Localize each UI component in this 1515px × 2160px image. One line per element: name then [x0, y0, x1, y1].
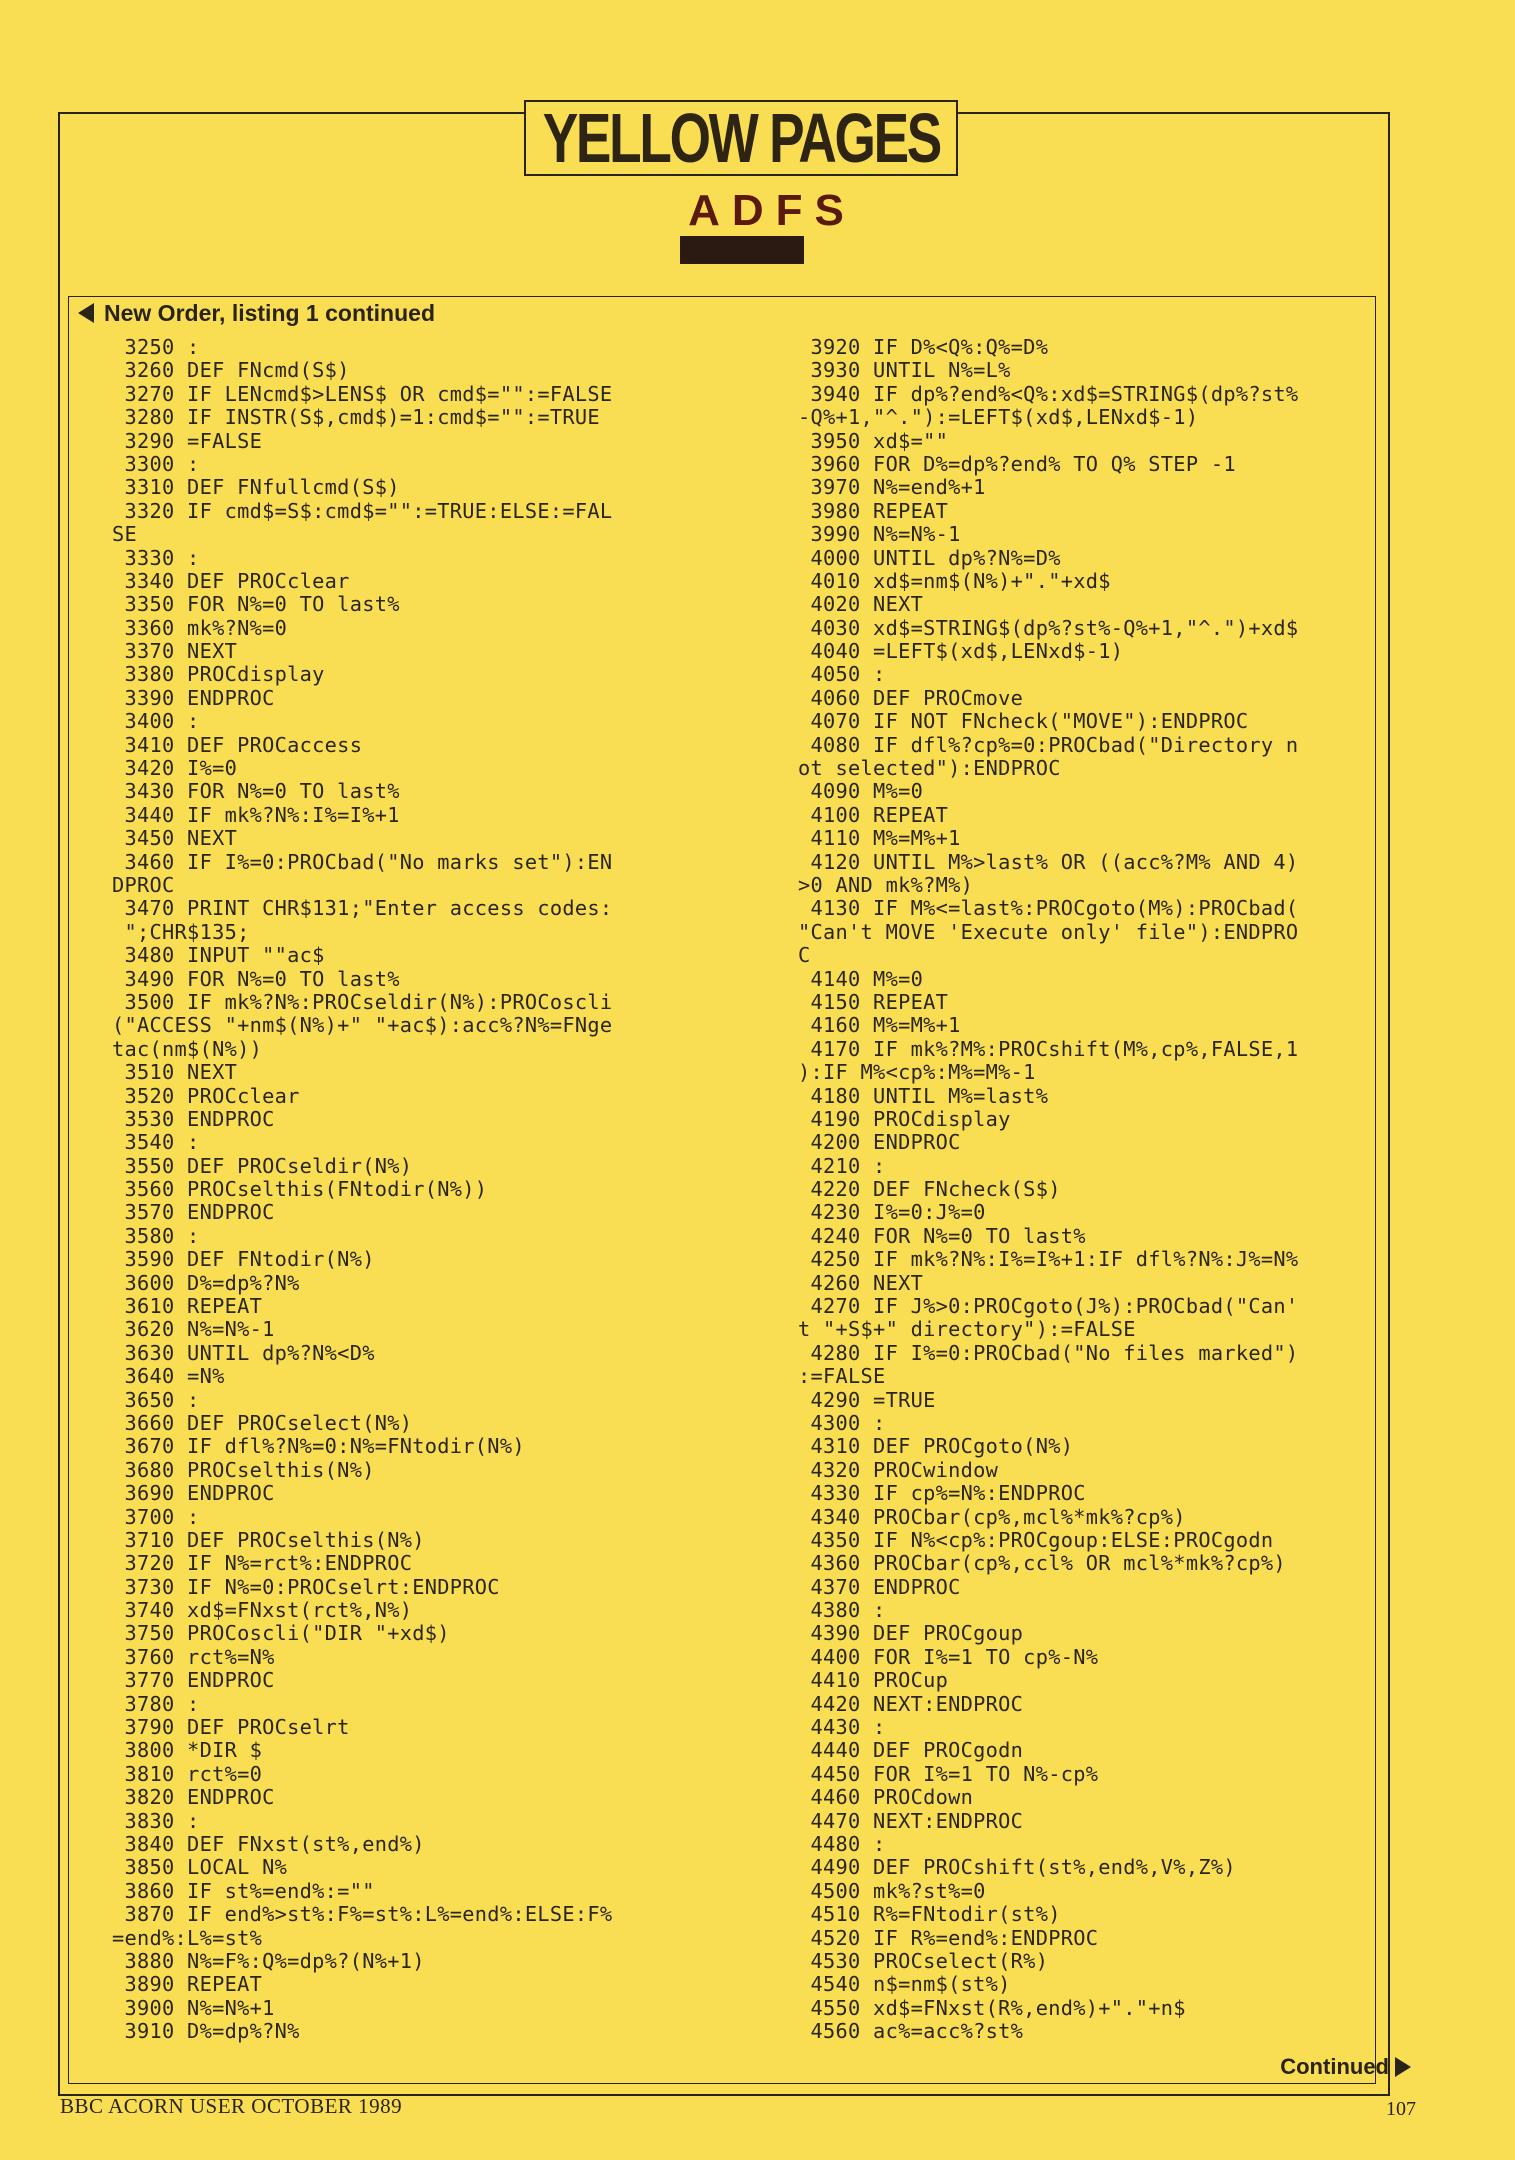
code-line: 3920 IF D%<Q%:Q%=D%: [798, 335, 1049, 359]
code-line: 4050 :: [798, 662, 886, 687]
code-line: 3740 xd$=FNxst(rct%,N%): [112, 1598, 413, 1623]
code-line: 4210 :: [798, 1153, 886, 1178]
code-line: 4460 PROCdown: [798, 1785, 974, 1810]
code-line: t "+S$+" directory"):=FALSE: [798, 1317, 1136, 1342]
code-line: 3360 mk%?N%=0: [112, 615, 288, 640]
code-line: 4270 IF J%>0:PROCgoto(J%):PROCbad("Can': [798, 1294, 1299, 1319]
code-line: 4110 M%=M%+1: [798, 826, 961, 851]
code-line: 4150 REPEAT: [798, 989, 949, 1014]
code-line: 4280 IF I%=0:PROCbad("No files marked"): [798, 1340, 1299, 1365]
code-line: 3460 IF I%=0:PROCbad("No marks set"):EN: [112, 849, 613, 874]
code-line: 3810 rct%=0: [112, 1761, 263, 1786]
code-line: 4230 I%=0:J%=0: [798, 1200, 986, 1225]
frame-top-rule-right: [956, 112, 1388, 114]
code-line: 3550 DEF PROCseldir(N%): [112, 1153, 413, 1178]
code-line: 3860 IF st%=end%:="": [112, 1878, 375, 1903]
code-line: 3750 PROCoscli("DIR "+xd$): [112, 1621, 450, 1646]
code-line: 4540 n$=nm$(st%): [798, 1972, 1011, 1997]
code-line: 3290 =FALSE: [112, 428, 263, 453]
code-line: 3520 PROCclear: [112, 1083, 300, 1108]
code-line: 3490 FOR N%=0 TO last%: [112, 966, 400, 991]
continued-text: Continued: [1280, 2054, 1389, 2079]
code-line: 4310 DEF PROCgoto(N%): [798, 1434, 1074, 1459]
code-line: 4350 IF N%<cp%:PROCgoup:ELSE:PROCgodn: [798, 1527, 1274, 1552]
masthead-title: YELLOW PAGES: [542, 99, 940, 177]
code-line: 3320 IF cmd$=S$:cmd$="":=TRUE:ELSE:=FAL: [112, 498, 613, 523]
code-line: 3630 UNTIL dp%?N%<D%: [112, 1340, 375, 1365]
section-bar: [680, 236, 804, 264]
code-line: 3500 IF mk%?N%:PROCseldir(N%):PROCoscli: [112, 989, 613, 1014]
code-line: 3390 ENDPROC: [112, 685, 275, 710]
code-line: 3590 DEF FNtodir(N%): [112, 1247, 375, 1272]
code-line: 4240 FOR N%=0 TO last%: [798, 1223, 1086, 1248]
code-line: 3470 PRINT CHR$131;"Enter access codes:: [112, 896, 613, 921]
code-line: 3910 D%=dp%?N%: [112, 2019, 300, 2044]
code-line: 4130 IF M%<=last%:PROCgoto(M%):PROCbad(: [798, 896, 1299, 921]
left-arrow-icon: [78, 303, 94, 323]
code-line: SE: [112, 522, 138, 547]
code-line: 4430 :: [798, 1715, 886, 1740]
code-line: 4260 NEXT: [798, 1270, 924, 1295]
code-line: 4470 NEXT:ENDPROC: [798, 1808, 1024, 1833]
code-line: 4480 :: [798, 1832, 886, 1856]
code-line: 3730 IF N%=0:PROCselrt:ENDPROC: [112, 1574, 500, 1599]
code-line: 4520 IF R%=end%:ENDPROC: [798, 1925, 1099, 1950]
code-line: 4500 mk%?st%=0: [798, 1878, 986, 1903]
code-line: 4090 M%=0: [798, 779, 924, 804]
continued-marker: [1280, 2054, 1411, 2080]
code-line: 4010 xd$=nm$(N%)+"."+xd$: [798, 568, 1111, 593]
code-line: 4040 =LEFT$(xd$,LENxd$-1): [798, 639, 1124, 664]
code-line: 3820 ENDPROC: [112, 1785, 275, 1810]
footer-publication: BBC ACORN USER OCTOBER 1989: [60, 2094, 403, 2118]
code-line: 4070 IF NOT FNcheck("MOVE"):ENDPROC: [798, 709, 1249, 734]
code-line: 3710 DEF PROCselthis(N%): [112, 1527, 425, 1552]
code-line: 3680 PROCselthis(N%): [112, 1457, 375, 1482]
code-line: 4290 =TRUE: [798, 1387, 936, 1412]
code-line: 4190 PROCdisplay: [798, 1106, 1011, 1131]
code-line: "Can't MOVE 'Execute only' file"):ENDPRO: [798, 919, 1299, 944]
code-line: 4060 DEF PROCmove: [798, 685, 1024, 710]
code-line: 3830 :: [112, 1808, 200, 1833]
code-line: 3880 N%=F%:Q%=dp%?(N%+1): [112, 1948, 425, 1973]
code-line: 3870 IF end%>st%:F%=st%:L%=end%:ELSE:F%: [112, 1902, 613, 1927]
frame-right-rule: [1388, 112, 1390, 2094]
code-line: 4200 ENDPROC: [798, 1130, 961, 1155]
code-line: 3770 ENDPROC: [112, 1668, 275, 1693]
code-line: -Q%+1,"^."):=LEFT$(xd$,LENxd$-1): [798, 405, 1199, 430]
code-line: 4530 PROCselect(R%): [798, 1948, 1049, 1973]
code-line: ):IF M%<cp%:M%=M%-1: [798, 1060, 1036, 1085]
code-line: 3340 DEF PROCclear: [112, 568, 350, 593]
code-line: 3330 :: [112, 545, 200, 570]
code-line: 4380 :: [798, 1598, 886, 1623]
code-column-left: [112, 336, 612, 2044]
code-line: 4300 :: [798, 1410, 886, 1435]
code-line: 3530 ENDPROC: [112, 1106, 275, 1131]
code-line: 3260 DEF FNcmd(S$): [112, 358, 350, 383]
code-line: ("ACCESS "+nm$(N%)+" "+ac$):acc%?N%=FNge: [112, 1013, 613, 1038]
code-line: 3700 :: [112, 1504, 200, 1529]
listing-header: [78, 298, 435, 328]
code-line: 4180 UNTIL M%=last%: [798, 1083, 1049, 1108]
code-line: 3350 FOR N%=0 TO last%: [112, 592, 400, 617]
code-line: 4440 DEF PROCgodn: [798, 1738, 1024, 1763]
code-line: 4320 PROCwindow: [798, 1457, 999, 1482]
code-line: 4340 PROCbar(cp%,mcl%*mk%?cp%): [798, 1504, 1186, 1529]
code-line: 3540 :: [112, 1130, 200, 1155]
code-line: 4120 UNTIL M%>last% OR ((acc%?M% AND 4): [798, 849, 1299, 874]
code-line: 4000 UNTIL dp%?N%=D%: [798, 545, 1061, 570]
code-line: 4360 PROCbar(cp%,ccl% OR mcl%*mk%?cp%): [798, 1551, 1286, 1576]
code-line: 3380 PROCdisplay: [112, 662, 325, 687]
code-line: 4450 FOR I%=1 TO N%-cp%: [798, 1761, 1099, 1786]
section-label: ADFS: [688, 186, 856, 235]
code-column-right: [798, 336, 1298, 2044]
code-line: 3450 NEXT: [112, 826, 238, 851]
code-line: 3720 IF N%=rct%:ENDPROC: [112, 1551, 413, 1576]
code-line: 3760 rct%=N%: [112, 1644, 275, 1669]
code-line: 4140 M%=0: [798, 966, 924, 991]
code-line: 3510 NEXT: [112, 1060, 238, 1085]
code-line: 4390 DEF PROCgoup: [798, 1621, 1024, 1646]
code-line: 3940 IF dp%?end%<Q%:xd$=STRING$(dp%?st%: [798, 381, 1299, 406]
code-line: 3850 LOCAL N%: [112, 1855, 288, 1880]
code-line: 3900 N%=N%+1: [112, 1995, 275, 2020]
code-line: 3430 FOR N%=0 TO last%: [112, 779, 400, 804]
code-line: 4550 xd$=FNxst(R%,end%)+"."+n$: [798, 1995, 1186, 2020]
code-line: 3420 I%=0: [112, 756, 238, 781]
page-number: 107: [1386, 2098, 1416, 2120]
code-line: 3610 REPEAT: [112, 1294, 263, 1319]
code-line: 3600 D%=dp%?N%: [112, 1270, 300, 1295]
listing-header-text: New Order, listing 1 continued: [104, 299, 435, 326]
code-line: 3800 *DIR $: [112, 1738, 263, 1763]
code-line: 4410 PROCup: [798, 1668, 949, 1693]
code-line: 3580 :: [112, 1223, 200, 1248]
code-line: 3990 N%=N%-1: [798, 522, 961, 547]
code-line: 4420 NEXT:ENDPROC: [798, 1691, 1024, 1716]
code-line: 4100 REPEAT: [798, 802, 949, 827]
code-line: 3410 DEF PROCaccess: [112, 732, 363, 757]
code-line: 4370 ENDPROC: [798, 1574, 961, 1599]
code-line: >0 AND mk%?M%): [798, 872, 974, 897]
code-line: tac(nm$(N%)): [112, 1036, 263, 1061]
right-arrow-icon: [1395, 2057, 1411, 2077]
masthead-box: [524, 100, 958, 176]
code-line: 3950 xd$="": [798, 428, 949, 453]
code-line: 4250 IF mk%?N%:I%=I%+1:IF dfl%?N%:J%=N%: [798, 1247, 1299, 1272]
code-line: 3560 PROCselthis(FNtodir(N%)): [112, 1177, 488, 1202]
code-line: 4170 IF mk%?M%:PROCshift(M%,cp%,FALSE,1: [798, 1036, 1299, 1061]
code-line: 3660 DEF PROCselect(N%): [112, 1410, 413, 1435]
code-line: 3480 INPUT ""ac$: [112, 943, 325, 968]
code-line: 3310 DEF FNfullcmd(S$): [112, 475, 400, 500]
code-line: 4330 IF cp%=N%:ENDPROC: [798, 1481, 1086, 1506]
frame-top-rule-left: [58, 112, 524, 114]
code-line: 4560 ac%=acc%?st%: [798, 2019, 1024, 2044]
code-line: 3970 N%=end%+1: [798, 475, 986, 500]
code-line: 4080 IF dfl%?cp%=0:PROCbad("Directory n: [798, 732, 1299, 757]
code-line: 3690 ENDPROC: [112, 1481, 275, 1506]
code-line: 4490 DEF PROCshift(st%,end%,V%,Z%): [798, 1855, 1236, 1880]
code-line: 3570 ENDPROC: [112, 1200, 275, 1225]
code-line: 4160 M%=M%+1: [798, 1013, 961, 1038]
code-line: 4220 DEF FNcheck(S$): [798, 1177, 1061, 1202]
code-line: ot selected"):ENDPROC: [798, 756, 1061, 781]
code-line: 4400 FOR I%=1 TO cp%-N%: [798, 1644, 1099, 1669]
code-line: 3890 REPEAT: [112, 1972, 263, 1997]
code-line: :=FALSE: [798, 1364, 886, 1389]
code-line: =end%:L%=st%: [112, 1925, 263, 1950]
code-line: 3370 NEXT: [112, 639, 238, 664]
code-line: 3280 IF INSTR(S$,cmd$)=1:cmd$="":=TRUE: [112, 405, 600, 430]
code-line: 3650 :: [112, 1387, 200, 1412]
code-line: 4020 NEXT: [798, 592, 924, 617]
code-line: 4030 xd$=STRING$(dp%?st%-Q%+1,"^.")+xd$: [798, 615, 1299, 640]
code-line: 3790 DEF PROCselrt: [112, 1715, 350, 1740]
code-line: 3440 IF mk%?N%:I%=I%+1: [112, 802, 400, 827]
code-line: 3780 :: [112, 1691, 200, 1716]
code-line: 3400 :: [112, 709, 200, 734]
code-line: C: [798, 943, 811, 968]
code-line: 3930 UNTIL N%=L%: [798, 358, 1011, 383]
code-line: 3250 :: [112, 335, 200, 359]
code-line: 3270 IF LENcmd$>LENS$ OR cmd$="":=FALSE: [112, 381, 613, 406]
code-line: 3300 :: [112, 451, 200, 476]
code-line: 3640 =N%: [112, 1364, 225, 1389]
code-line: DPROC: [112, 872, 175, 897]
code-line: 3840 DEF FNxst(st%,end%): [112, 1832, 425, 1856]
code-line: 4510 R%=FNtodir(st%): [798, 1902, 1061, 1927]
code-line: 3960 FOR D%=dp%?end% TO Q% STEP -1: [798, 451, 1236, 476]
code-line: 3620 N%=N%-1: [112, 1317, 275, 1342]
code-line: 3670 IF dfl%?N%=0:N%=FNtodir(N%): [112, 1434, 525, 1459]
code-line: 3980 REPEAT: [798, 498, 949, 523]
frame-left-rule: [58, 112, 60, 2094]
code-line: ";CHR$135;: [112, 919, 250, 944]
